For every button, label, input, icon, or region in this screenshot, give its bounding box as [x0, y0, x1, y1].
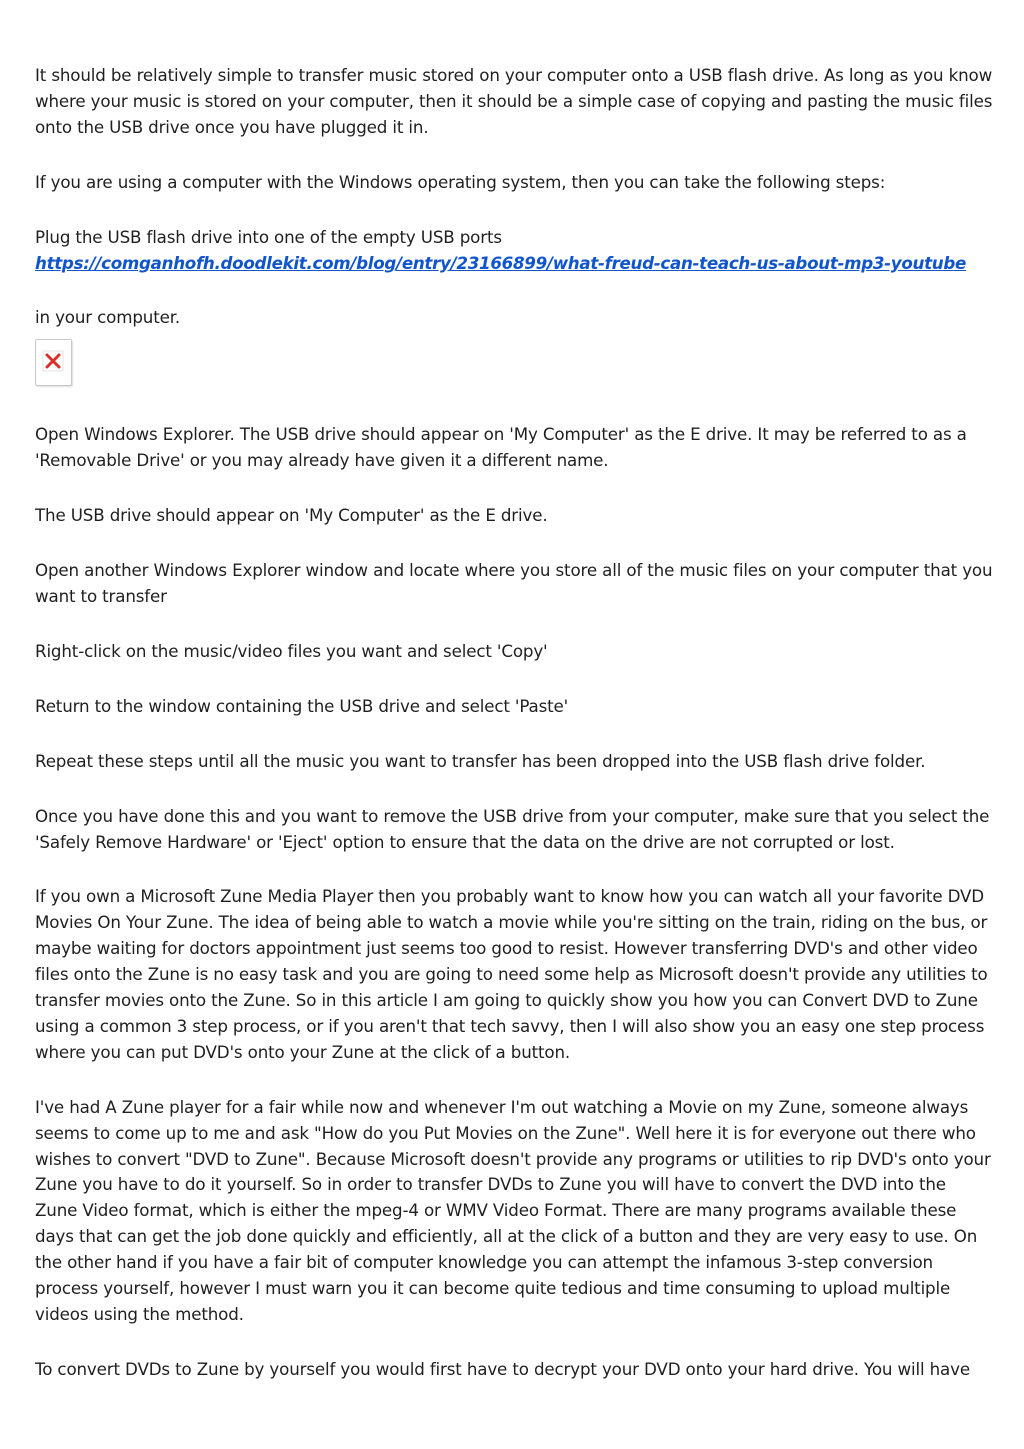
paragraph-open-explorer: Open Windows Explorer. The USB drive should appear on 'My Computer' as the E drive. It may be referred to as a 'Removable Drive' or you may already have given it a different name.: [35, 424, 967, 471]
paragraph-locate-music: Open another Windows Explorer window and locate where you store all of the music files on your computer that you want to transfer: [35, 560, 993, 606]
paragraph-in-computer: in your computer.: [35, 307, 181, 328]
paragraph-usb-appear: The USB drive should appear on 'My Computer' as the E drive.: [35, 505, 548, 526]
document-body: [35, 63, 993, 1412]
paragraph-repeat: Repeat these steps until all the music you want to transfer has been dropped into the USB flash drive folder.: [35, 750, 926, 771]
paragraph-windows-steps: If you are using a computer with the Windows operating system, then you can take the following steps:: [35, 171, 886, 192]
paragraph-paste: Return to the window containing the USB drive and select 'Paste': [35, 695, 569, 716]
paragraph-copy: Right-click on the music/video files you want and select 'Copy': [35, 640, 548, 661]
broken-image-icon: [35, 339, 72, 386]
paragraph-zune-intro: If you own a Microsoft Zune Media Player then you probably want to know how you can watch all your favorite DVD Movies On Your Zune. The idea of being able to watch a movie while you're sitting on the train, riding on the bus, or maybe waiting for doctors appointment just seems too good to resist. However transferring DVD's and other video files onto the Zune is no easy task and you are going to need some help as Microsoft doesn't provide any utilities to transfer movies onto the Zune. So in this article I am going to quickly show you how you can Convert DVD to Zune using a common 3 step process, or if you aren't that tech savvy, then I will also show you an easy one step process where you can put DVD's onto your Zune at the click of a button.: [35, 886, 988, 1062]
paragraph-plug-usb: Plug the USB flash drive into one of the empty USB ports: [35, 226, 502, 247]
paragraph-intro: It should be relatively simple to transfer music stored on your computer onto a USB flash drive. As long as you know where your music is stored on your computer, then it should be a simple case of copying and pasting the music files onto the USB drive once you have plugged it in.: [35, 65, 993, 137]
paragraph-zune-experience: I've had A Zune player for a fair while now and whenever I'm out watching a Movie on my Zune, someone always seems to come up to me and ask "How do you Put Movies on the Zune". Well here it is for everyone out there who wishes to convert "DVD to Zune". Because Microsoft doesn't provide any programs or utilities to rip DVD's onto your Zune you have to do it yourself. So in order to transfer DVDs to Zune you will have to convert the DVD into the Zune Video format, which is either the mpeg-4 or WMV Video Format. There are many programs available these days that can get the job done quickly and efficiently, all at the click of a button and they are very easy to use. On the other hand if you have a fair bit of computer knowledge you can attempt the infamous 3-step conversion process yourself, however I must warn you it can become quite tedious and time consuming to upload multiple videos using the method.: [35, 1096, 991, 1324]
broken-image-x-icon: [42, 350, 64, 372]
paragraph-convert-dvd: To convert DVDs to Zune by yourself you would first have to decrypt your DVD onto your hard drive. You will have: [35, 1358, 970, 1379]
article-link[interactable]: https://comganhofh.doodlekit.com/blog/entry/23166899/what-freud-can-teach-us-about-mp3-youtube: [35, 252, 967, 273]
paragraph-link: [35, 251, 993, 277]
paragraph-safely-remove: Once you have done this and you want to remove the USB drive from your computer, make sure that you select the 'Safely Remove Hardware' or 'Eject' option to ensure that the data on the drive are not corrupted or lost.: [35, 805, 990, 852]
